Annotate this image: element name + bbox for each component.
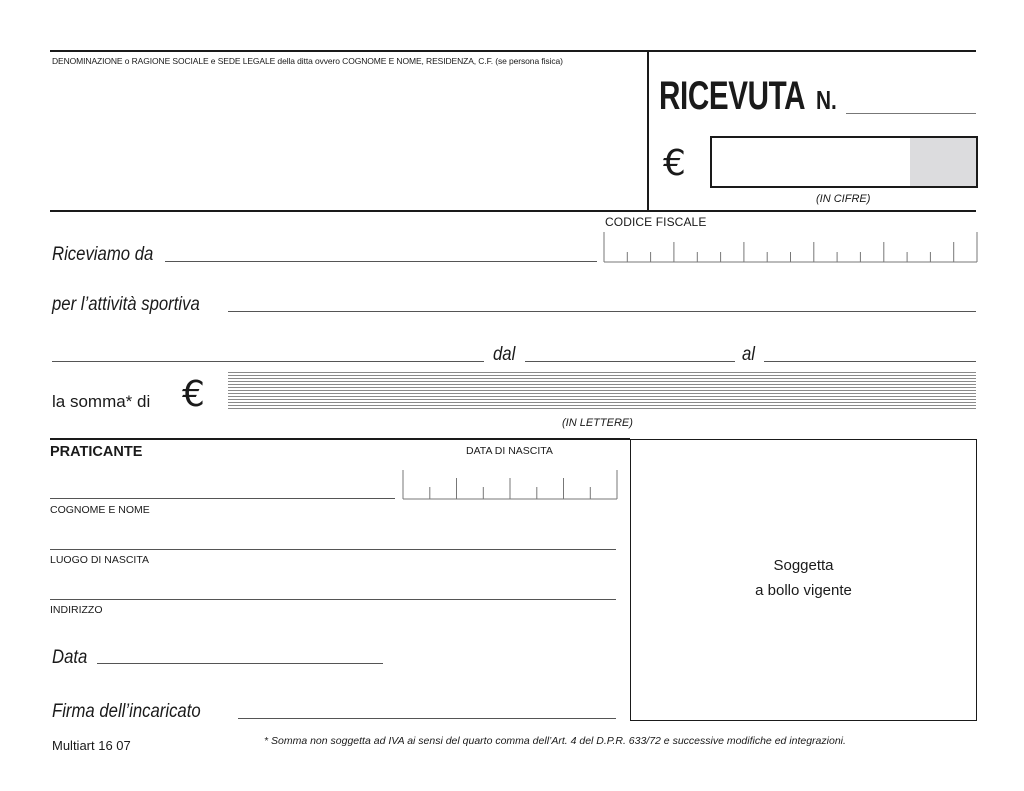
name-label: COGNOME E NOME xyxy=(50,504,150,516)
activity-extra-field[interactable] xyxy=(52,361,484,362)
signature-field[interactable] xyxy=(238,718,616,719)
amount-decimals-cell xyxy=(910,138,976,186)
header-divider xyxy=(647,50,649,210)
date-field[interactable] xyxy=(97,663,383,664)
amount-figures-field[interactable] xyxy=(710,136,978,188)
words-caption: (IN LETTERE) xyxy=(562,417,633,429)
receipt-title: RICEVUTA xyxy=(659,74,806,118)
received-from-field[interactable] xyxy=(165,261,597,262)
received-from-label: Riceviamo da xyxy=(52,244,154,265)
signature-label: Firma dell’incaricato xyxy=(52,701,201,722)
from-date-label: dal xyxy=(493,344,516,365)
tax-code-field[interactable] xyxy=(603,230,979,264)
tax-code-ticks xyxy=(627,242,953,262)
sum-words-field[interactable] xyxy=(228,372,976,411)
company-label: DENOMINAZIONE o RAGIONE SOCIALE e SEDE LEGALE della ditta ovvero COGNOME E NOME, RESIDENZA, C.F. (se persona fisica) xyxy=(52,56,563,66)
date-label: Data xyxy=(52,647,88,668)
tax-code-label: CODICE FISCALE xyxy=(605,215,707,229)
practitioner-section-title: PRATICANTE xyxy=(50,444,143,460)
sum-label: la somma* di xyxy=(52,392,151,411)
practitioner-top-border xyxy=(50,438,630,440)
to-date-field[interactable] xyxy=(764,361,976,362)
from-date-field[interactable] xyxy=(525,361,735,362)
stamp-line-1: Soggetta xyxy=(773,557,834,574)
birth-date-label: DATA DI NASCITA xyxy=(466,445,553,457)
receipt-number-label: N. xyxy=(816,85,837,115)
address-field[interactable] xyxy=(50,599,616,600)
sport-activity-label: per l’attività sportiva xyxy=(52,294,200,315)
vat-note: * Somma non soggetta ad IVA ai sensi del quarto comma dell’Art. 4 del D.P.R. 633/72 e successive modifiche ed integrazioni. xyxy=(264,735,846,747)
birthplace-label: LUOGO DI NASCITA xyxy=(50,554,149,566)
sum-euro-icon: € xyxy=(182,374,205,415)
birth-date-field[interactable] xyxy=(401,468,619,502)
product-code: Multiart 16 07 xyxy=(52,738,131,753)
sport-activity-field[interactable] xyxy=(228,311,976,312)
stamp-line-2: a bollo vigente xyxy=(755,582,852,599)
figures-caption: (IN CIFRE) xyxy=(816,193,871,205)
stamp-text xyxy=(630,553,977,603)
name-field[interactable] xyxy=(50,498,395,499)
address-label: INDIRIZZO xyxy=(50,604,103,616)
euro-icon: € xyxy=(663,143,686,184)
header-bottom-border xyxy=(50,210,976,212)
to-date-label: al xyxy=(742,344,756,365)
top-border xyxy=(50,50,976,52)
birth-date-ticks xyxy=(430,478,591,499)
receipt-number-field[interactable] xyxy=(846,113,976,114)
birthplace-field[interactable] xyxy=(50,549,616,550)
